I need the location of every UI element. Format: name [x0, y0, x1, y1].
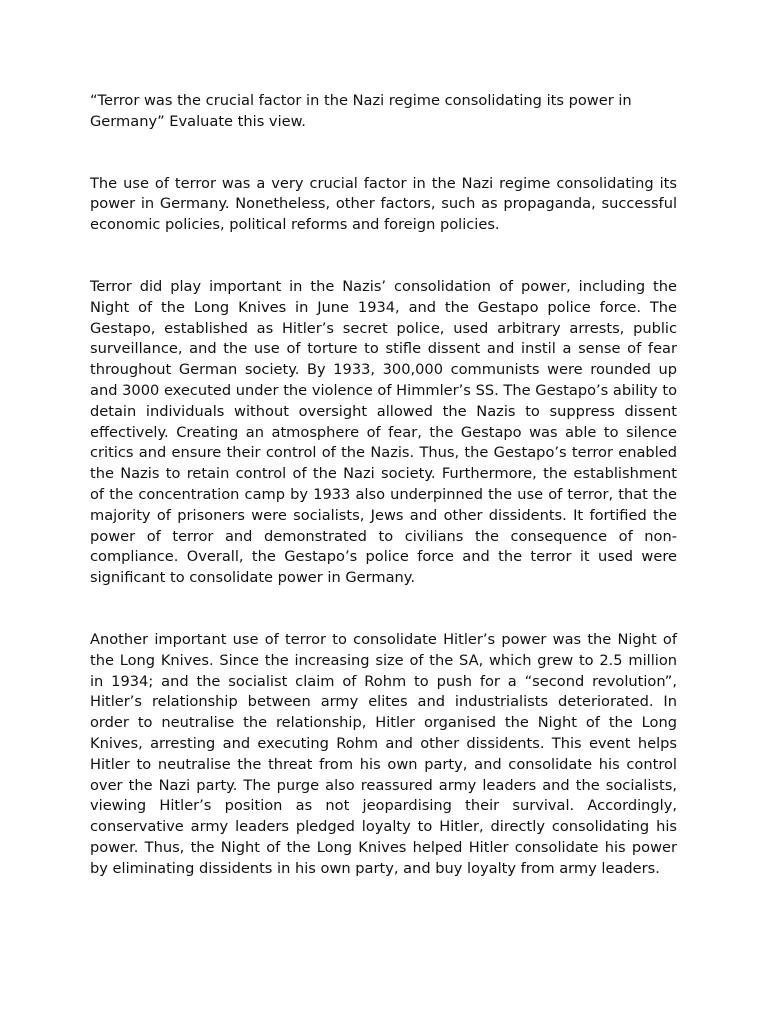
essay-question: “Terror was the crucial factor in the Nazi regime consolidating its power in Germany” Evaluate this view.	[90, 92, 632, 130]
intro-paragraph: The use of terror was a very crucial factor in the Nazi regime consolidating its power in Germany. Nonetheless, other factors, such as propaganda, successful economic policies, political reforms and foreign policies.	[90, 174, 677, 234]
night-of-long-knives-paragraph: Another important use of terror to consolidate Hitler’s power was the Night of the Long Knives. Since the increasing size of the SA, which grew to 2.5 million in 1934; and the socialist claim of Rohm to push for a “second revolution”, Hitler’s relationship between army elites and industrialists deteriorated. In order to neutralise the relationship, Hitler organised the Night of the Long Knives, arresting and executing Rohm and other dissidents. This event helps Hitler to neutralise the threat from his own party, and consolidate his control over the Nazi party. The purge also reassured army leaders and the socialists, viewing Hitler’s position as not jeopardising their survival. Accordingly, conservative army leaders pledged loyalty to Hitler, directly consolidating his power. Thus, the Night of the Long Knives helped Hitler consolidate his power by eliminating dissidents in his own party, and buy loyalty from army leaders.	[90, 630, 677, 877]
gestapo-paragraph: Terror did play important in the Nazis’ consolidation of power, including the Night of the Long Knives in June 1934, and the Gestapo police force. The Gestapo, established as Hitler’s secret police, used arbitrary arrests, public surveillance, and the use of torture to stifle dissent and instil a sense of fear throughout German society. By 1933, 300,000 communists were rounded up and 3000 executed under the violence of Himmler’s SS. The Gestapo’s ability to detain individuals without oversight allowed the Nazis to suppress dissent effectively. Creating an atmosphere of fear, the Gestapo was able to silence critics and ensure their control of the Nazis. Thus, the Gestapo’s terror enabled the Nazis to retain control of the Nazi society. Furthermore, the establishment of the concentration camp by 1933 also underpinned the use of terror, that the majority of prisoners were socialists, Jews and other dissidents. It fortified the power of terror and demonstrated to civilians the consequence of non-compliance. Overall, the Gestapo’s police force and the terror it used were significant to consolidate power in Germany.	[90, 277, 677, 587]
document-body	[90, 91, 677, 880]
